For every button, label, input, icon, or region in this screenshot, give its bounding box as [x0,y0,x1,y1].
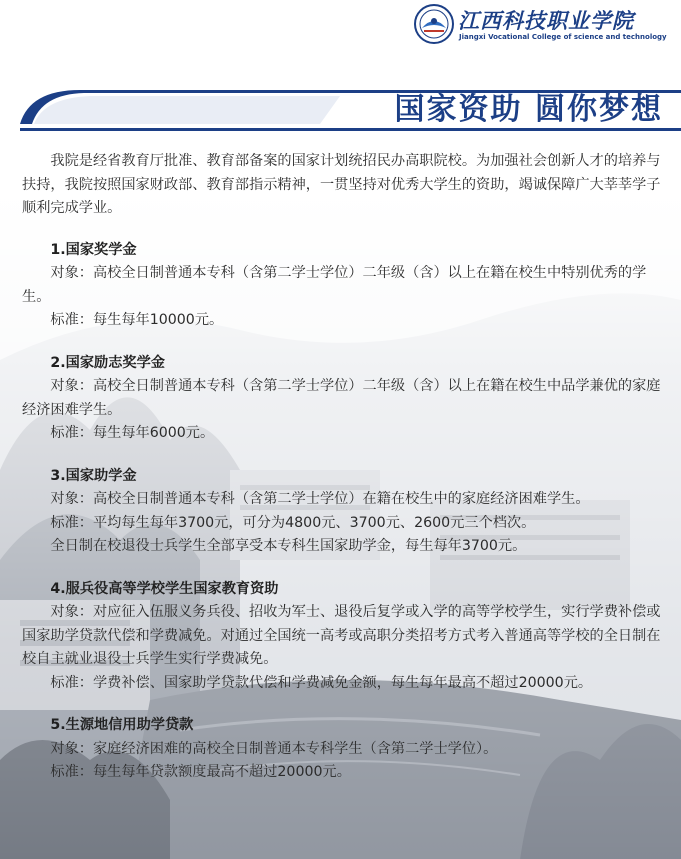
intro-paragraph: 我院是经省教育厅批准、教育部备案的国家计划统招民办高职院校。为加强社会创新人才的培养与扶持，我院按照国家财政部、教育部指示精神，一贯坚持对优秀大学生的资助，竭诚保障广大莘莘学子顺利完成学业。 [22,153,661,216]
section-title: 1.国家奖学金 [50,241,137,258]
section-title: 2.国家励志奖学金 [50,354,165,371]
section-eligibility: 对象：高校全日制普通本专科（含第二学士学位）在籍在校生中的家庭经济困难学生。 [50,491,590,507]
section-student-loan [22,714,667,785]
section-standard: 标准：平均每生每年3700元，可分为4800元、3700元、2600元三个档次。 [50,514,536,531]
section-standard: 标准：学费补偿、国家助学贷款代偿和学费减免金额，每生每年最高不超过20000元。 [50,674,593,691]
banner-title: 国家资助 圆你梦想 [394,92,663,127]
section-title: 5.生源地信用助学贷款 [50,717,194,733]
section-note: 全日制在校退役士兵学生全部享受本专科生国家助学金，每生每年3700元。 [50,538,527,554]
section-title: 3.国家助学金 [50,467,137,484]
college-logo [414,4,674,46]
section-eligibility: 对象：高校全日制普通本专科（含第二学士学位）二年级（含）以上在籍在校生中品学兼优的家庭经济困难学生。 [22,378,661,418]
section-national-encouragement-scholarship [22,352,667,446]
college-emblem-icon [414,4,454,44]
section-standard: 标准：每生每年10000元。 [50,312,224,328]
college-name-english: Jiangxi Vocational College of science and technology [459,33,667,41]
title-banner [20,80,681,132]
section-eligibility: 对象：对应征入伍服义务兵役、招收为军士、退役后复学或入学的高等学校学生，实行学费补偿或国家助学贷款代偿和学费减免。对通过全国统一高考或高职分类招考方式考入普通高等学校的全日制在校自主就业退役士兵学生实行学费减免。 [22,604,661,667]
section-eligibility: 对象：高校全日制普通本专科（含第二学士学位）二年级（含）以上在籍在校生中特别优秀的学生。 [22,265,647,305]
section-title: 4.服兵役高等学校学生国家教育资助 [50,580,279,597]
section-military-service-aid [22,578,667,696]
section-standard: 标准：每生每年贷款额度最高不超过20000元。 [50,764,351,780]
college-name-chinese: 江西科技职业学院 [458,8,634,33]
section-national-scholarship [22,239,667,333]
section-national-grant [22,465,667,559]
section-eligibility: 对象：家庭经济困难的高校全日制普通本专科学生（含第二学士学位）。 [50,740,498,757]
section-standard: 标准：每生每年6000元。 [50,425,215,441]
funding-content [22,150,667,804]
